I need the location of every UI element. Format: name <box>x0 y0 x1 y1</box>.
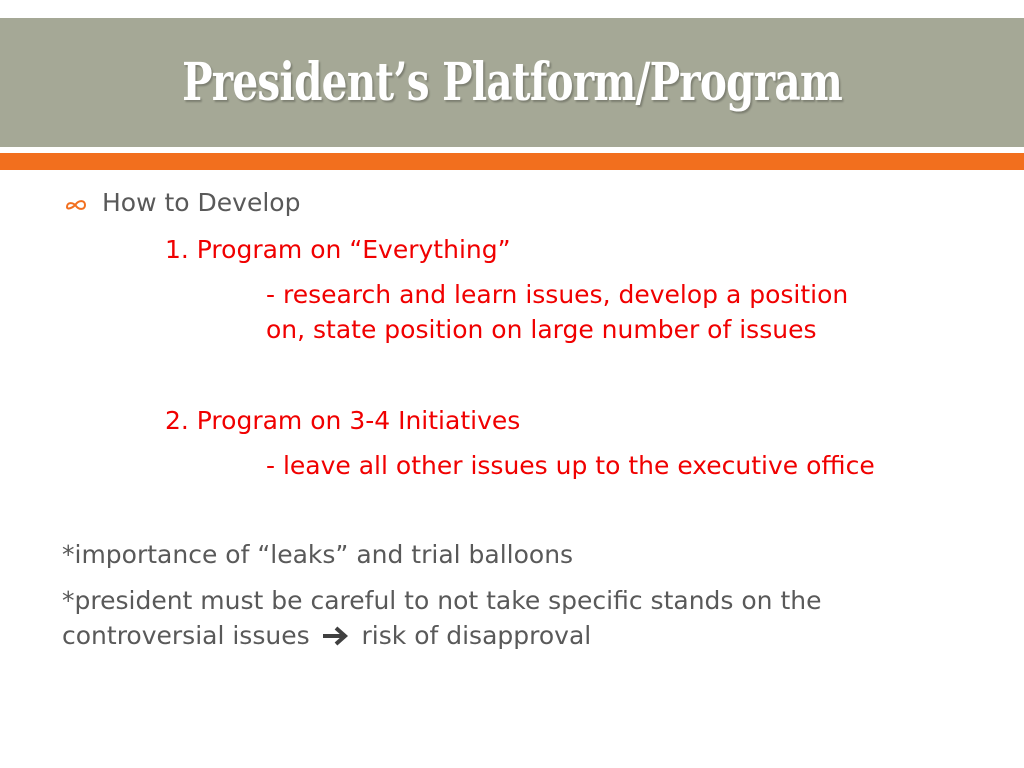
right-arrow-icon <box>322 621 350 643</box>
note-2-line-2 <box>62 618 591 653</box>
slide-title: President’s Platform/Program <box>182 52 842 113</box>
note-1: *importance of “leaks” and trial balloons <box>62 540 574 569</box>
loop-bullet-icon <box>64 193 88 217</box>
bullet-text: How to Develop <box>102 188 301 217</box>
item-1-detail-line-1: - research and learn issues, develop a position <box>266 280 849 309</box>
note-2-line-1: *president must be careful to not take specific stands on the <box>62 586 822 615</box>
item-1-heading: 1. Program on “Everything” <box>165 235 511 264</box>
item-1-detail-line-2: on, state position on large number of issues <box>266 315 817 344</box>
note-2-after-arrow: risk of disapproval <box>361 621 592 650</box>
item-2-detail-line-1: - leave all other issues up to the executive office <box>266 451 875 480</box>
note-2-before-arrow: controversial issues <box>62 621 310 650</box>
item-2-heading: 2. Program on 3-4 Initiatives <box>165 406 521 435</box>
